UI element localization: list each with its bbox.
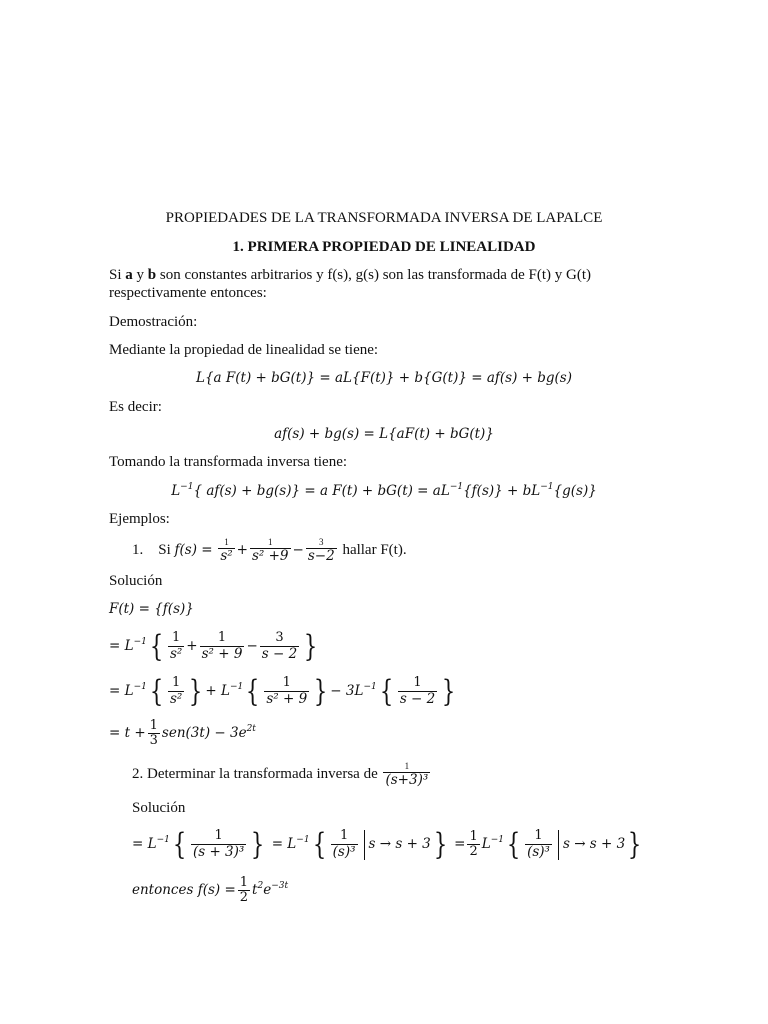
ejemplos-label: Ejemplos: bbox=[109, 511, 170, 527]
equation-linearity: L{a F(t) + bG(t)} = aL{F(t)} + b{G(t)} = af(s) + bg(s) bbox=[196, 370, 572, 386]
intro-text: Si bbox=[109, 267, 126, 283]
intro-line2: respectivamente entonces: bbox=[109, 285, 267, 301]
math-op: − bbox=[292, 542, 304, 558]
es-decir-text: Es decir: bbox=[109, 399, 162, 415]
solution-1-line-3: = $L^{-1}${ $\frac{1}{\text{s²}}$ } + $L^{-1}${ $\frac{1}{\text{s² + 9}}$ } − $3L^{-1}${ $\frac{1}{s - 2}$ } bbox=[109, 673, 456, 709]
intro-text: son constantes arbitrarios y f(s), g(s) son las transformada de F(t) y G(t) bbox=[156, 267, 591, 283]
mediante-text: Mediante la propiedad de linealidad se tiene: bbox=[109, 342, 379, 358]
fraction: $\frac{1}{2}$ bbox=[239, 874, 249, 905]
fraction: $\frac{1}{\text{s² + 9}}$ bbox=[201, 630, 243, 662]
fraction: $\frac{1}{\text{s² + 9}}$ bbox=[266, 675, 308, 707]
tomando-text: Tomando la transformada inversa tiene: bbox=[109, 454, 348, 470]
list-number: 1. bbox=[132, 542, 144, 558]
math-term: {f(s)} + bL bbox=[463, 483, 541, 499]
fraction: $\frac{1}{\text{(s)³}}$ bbox=[527, 828, 550, 860]
fraction: $\frac{1}{s - 2}$ bbox=[399, 675, 436, 707]
math-term: f(s) = bbox=[174, 542, 213, 558]
example-text: Si bbox=[158, 542, 175, 558]
math-term: L bbox=[171, 483, 181, 499]
math-term: {g(s)} bbox=[553, 483, 597, 499]
solution-1-result: = t + $\frac{1}{3}$ $sen(3t) - 3e^{2t}$ bbox=[109, 717, 256, 748]
equation-restated: af(s) + bg(s) = L{aF(t) + bG(t)} bbox=[274, 426, 494, 442]
demostracion-label: Demostración: bbox=[109, 314, 198, 330]
section-heading: 1. PRIMERA PROPIEDAD DE LINEALIDAD bbox=[232, 239, 536, 255]
fraction: $\frac{1}{\text{(s+3)³}}$ bbox=[385, 760, 429, 788]
intro-paragraph bbox=[109, 266, 591, 284]
math-exp: −1 bbox=[449, 482, 464, 492]
solution-2-result: entonces f(s) = $\frac{1}{2}$ $t^2e^{-3t}$ bbox=[132, 874, 289, 905]
math-exp: −1 bbox=[180, 482, 194, 492]
example-text: 2. Determinar la transformada inversa de bbox=[132, 766, 382, 782]
solucion-2-label: Solución bbox=[132, 800, 186, 816]
fraction: $\frac{1}{\text{s² +9}}$ bbox=[251, 536, 289, 564]
document-title: PROPIEDADES DE LA TRANSFORMADA INVERSA DE LAPALCE bbox=[165, 210, 603, 226]
fraction: $\frac{1}{\text{s²}}$ bbox=[169, 675, 183, 707]
intro-text: y bbox=[132, 267, 148, 283]
intro-b: b bbox=[147, 267, 157, 283]
math-op: + bbox=[236, 542, 248, 558]
fraction: $\frac{1}{3}$ bbox=[149, 717, 158, 748]
fraction: $\frac{1}{\text{s²}}$ bbox=[220, 536, 233, 564]
fraction: $\frac{3}{s-2}$ bbox=[307, 536, 335, 564]
example-2 bbox=[132, 760, 432, 788]
fraction: $\frac{1}{2}$ bbox=[469, 828, 478, 859]
solution-1-line-1: F(t) = {f(s)} bbox=[109, 601, 194, 617]
math-exp: −1 bbox=[540, 482, 554, 492]
equation-inverse bbox=[0, 482, 768, 500]
math-term: { af(s) + bg(s)} = a F(t) + bG(t) = aL bbox=[193, 483, 450, 499]
fraction: $\frac{1}{\text{(s + 3)³}}$ bbox=[192, 828, 245, 860]
example-text: hallar F(t). bbox=[338, 542, 407, 558]
example-1 bbox=[132, 536, 407, 564]
fraction: $\frac{1}{\text{(s)³}}$ bbox=[332, 828, 356, 860]
solucion-1-label: Solución bbox=[109, 573, 163, 589]
fraction: $\frac{1}{\text{s²}}$ bbox=[169, 630, 183, 662]
solution-2-line-1: = $L^{-1}${ $\frac{1}{\text{(s + 3)³}}$ } = $L^{-1}${ $\frac{1}{\text{(s)³}}$ s → s + 3} = $\frac{1}{2}$ $L^{-1}${ $\frac{1}{\text{(s)³}}$ s → s + 3} bbox=[132, 826, 642, 862]
fraction: $\frac{3}{s - 2}$ bbox=[261, 630, 298, 662]
intro-a: a bbox=[125, 267, 133, 283]
solution-1-line-2: = $L^{-1}${ $\frac{1}{\text{s²}}$ + $\frac{1}{\text{s² + 9}}$ − $\frac{3}{s - 2}$ } bbox=[109, 628, 318, 664]
